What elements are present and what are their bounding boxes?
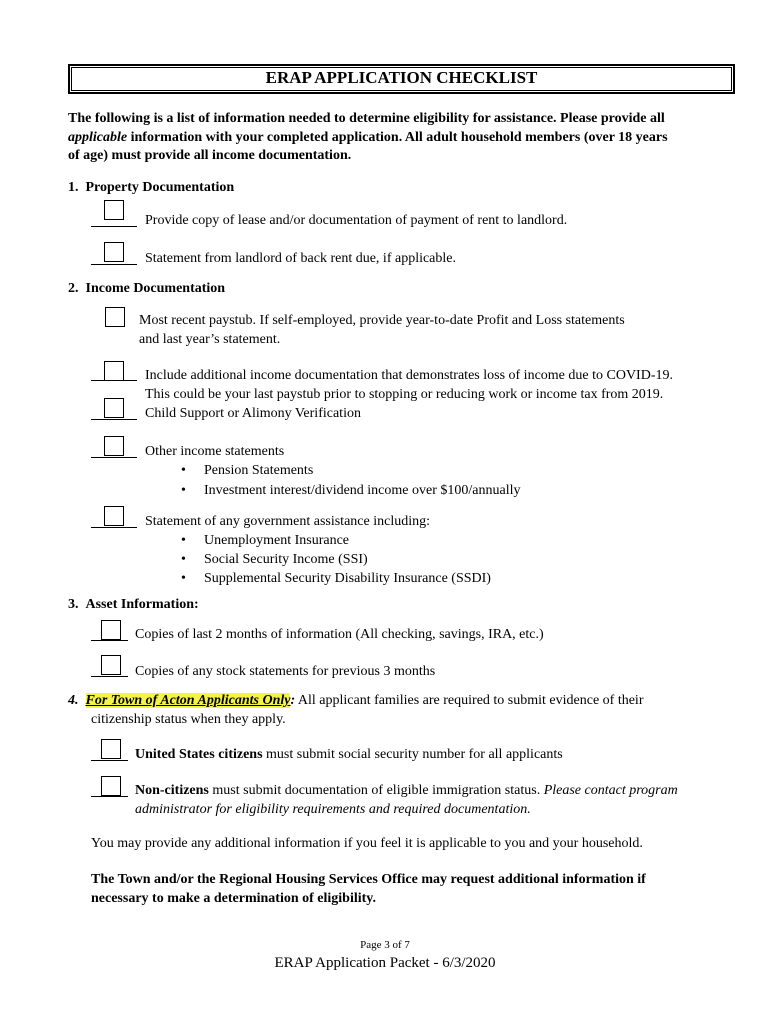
checkbox-us-citizens[interactable]: [101, 739, 121, 759]
checkbox-covid[interactable]: [104, 361, 124, 381]
bullet-investment: • Investment interest/dividend income over $100/annually: [181, 483, 521, 498]
item-covid: Include additional income documentation that demonstrates loss of income due to COVID-19. This could be your last paystub prior to stopping or reducing work or income tax from 2019.: [145, 368, 673, 402]
checkbox-stock[interactable]: [101, 655, 121, 675]
bullet-unemployment: • Unemployment Insurance: [181, 533, 350, 548]
checkbox-non-citizens[interactable]: [101, 776, 121, 796]
intro-text-1: The following is a list of information needed to determine eligibility for assistance. Please provide all: [68, 111, 665, 126]
page-title: ERAP APPLICATION CHECKLIST: [265, 68, 538, 87]
checkbox-gov-assist[interactable]: [104, 506, 124, 526]
checkbox-line: [91, 226, 137, 227]
item-us-citizens: United States citizens must submit social security number for all applicants: [135, 747, 563, 762]
section-4-heading: 4. For Town of Acton Applicants Only: All applicant families are required to submit evidence of their citizenship status when they apply.: [68, 693, 644, 727]
intro-text-3: of age) must provide all income documentation.: [68, 148, 352, 163]
footer-title: ERAP Application Packet - 6/3/2020: [274, 955, 496, 971]
checkbox-lease[interactable]: [104, 200, 124, 220]
checkbox-accounts[interactable]: [101, 620, 121, 640]
item-gov-assist: Statement of any government assistance including:: [145, 514, 430, 529]
item-non-citizens: Non-citizens must submit documentation of eligible immigration status. Please contact program administrator for eligibility requirements and required documentation.: [135, 783, 678, 817]
section-1-heading: 1. Property Documentation: [68, 180, 235, 195]
checkbox-line: [91, 419, 137, 420]
checkbox-line: [91, 676, 128, 677]
intro-text-2: information with your completed application. All adult household members (over 18 years: [127, 129, 668, 145]
item-child-support: Child Support or Alimony Verification: [145, 406, 361, 421]
item-back-rent: Statement from landlord of back rent due, if applicable.: [145, 251, 457, 266]
section-2-heading: 2. Income Documentation: [68, 281, 226, 296]
intro-italic: applicable: [68, 129, 128, 145]
closing-statement: The Town and/or the Regional Housing Services Office may request additional information if necessary to make a determination of eligibility.: [91, 872, 646, 906]
checkbox-line: [91, 640, 128, 641]
additional-info: You may provide any additional information if you feel it is applicable to you and your household.: [91, 836, 643, 851]
checkbox-child-support[interactable]: [104, 398, 124, 418]
checkbox-other-income[interactable]: [104, 436, 124, 456]
page-number: Page 3 of 7: [360, 939, 410, 951]
checkbox-line: [91, 796, 128, 797]
acton-highlight: For Town of Acton Applicants Only: [85, 693, 291, 708]
intro-paragraph: [68, 110, 733, 166]
checkbox-line: [91, 457, 137, 458]
bullet-ssdi: • Supplemental Security Disability Insurance (SSDI): [181, 571, 491, 586]
item-accounts: Copies of last 2 months of information (All checking, savings, IRA, etc.): [135, 627, 544, 642]
item-stock: Copies of any stock statements for previous 3 months: [135, 664, 436, 679]
checkbox-line: [91, 264, 137, 265]
item-other-income: Other income statements: [145, 444, 285, 459]
bullet-ssi: • Social Security Income (SSI): [181, 552, 368, 567]
item-lease: Provide copy of lease and/or documentation of payment of rent to landlord.: [145, 213, 568, 228]
checkbox-paystub[interactable]: [105, 307, 125, 327]
checkbox-line: [91, 527, 137, 528]
section-3-heading: 3. Asset Information:: [68, 597, 199, 612]
checkbox-back-rent[interactable]: [104, 242, 124, 262]
bullet-pension: • Pension Statements: [181, 463, 314, 478]
item-paystub: Most recent paystub. If self-employed, provide year-to-date Profit and Loss statements and last year’s statement.: [139, 313, 625, 347]
checkbox-line: [91, 760, 128, 761]
